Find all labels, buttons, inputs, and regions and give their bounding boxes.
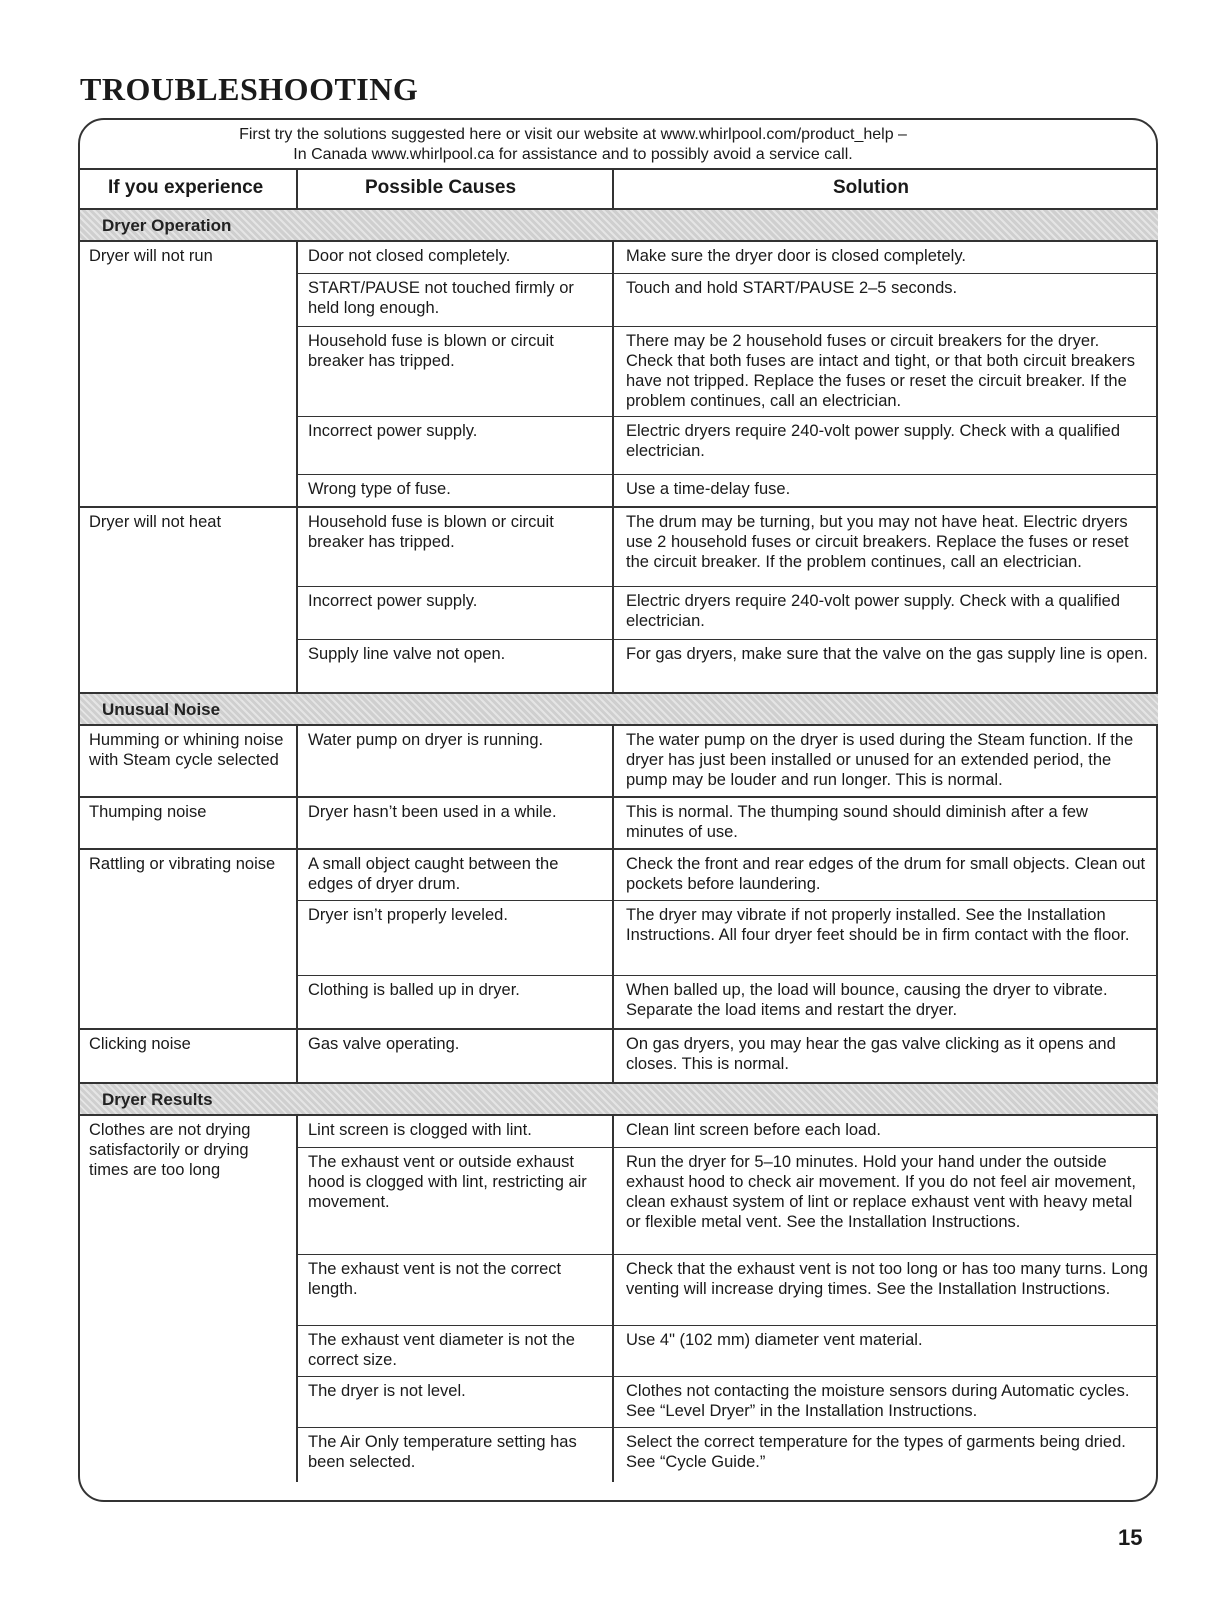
solution-cell: The dryer may vibrate if not properly installed. See the Installation Instructions. All four dryer feet should be in firm contact with the floor. bbox=[626, 906, 1130, 944]
solution-cell: Touch and hold START/PAUSE 2–5 seconds. bbox=[626, 279, 958, 297]
cause-cell: Wrong type of fuse. bbox=[298, 475, 614, 506]
experience-cell: Clothes are not drying satisfactorily or drying times are too long bbox=[80, 1116, 298, 1482]
table-row bbox=[298, 901, 1158, 976]
solution-cell: The water pump on the dryer is used during the Steam function. If the dryer has just been installed or unused for an extended period, the pump may be louder and run longer. This is normal. bbox=[626, 731, 1134, 789]
experience-cell: Humming or whining noise with Steam cycle selected bbox=[80, 726, 298, 796]
cause-cell: Water pump on dryer is running. bbox=[298, 726, 614, 796]
table-row bbox=[298, 1116, 1158, 1148]
cause-solution-rows bbox=[298, 726, 1158, 796]
section-band: Dryer Operation bbox=[80, 210, 1158, 242]
table-row bbox=[298, 327, 1158, 417]
cause-cell: Dryer isn’t properly leveled. bbox=[298, 901, 614, 975]
problem-group bbox=[80, 850, 1158, 1030]
cause-solution-rows bbox=[298, 798, 1158, 848]
cause-solution-rows bbox=[298, 508, 1158, 692]
cause-cell: Household fuse is blown or circuit breaker has tripped. bbox=[298, 508, 614, 586]
problem-group bbox=[80, 1116, 1158, 1482]
table-row bbox=[298, 850, 1158, 901]
solution-cell: Check the front and rear edges of the drum for small objects. Clean out pockets before laundering. bbox=[626, 855, 1146, 893]
cause-cell: Household fuse is blown or circuit breaker has tripped. bbox=[298, 327, 614, 416]
troubleshooting-table bbox=[80, 170, 1158, 1482]
solution-cell: There may be 2 household fuses or circuit breakers for the dryer. Check that both fuses are intact and tight, or that both circuit breakers have not tripped. Replace the fuses or reset the circuit breaker. If the problem continues, call an electrician. bbox=[626, 332, 1136, 410]
table-row bbox=[298, 1255, 1158, 1326]
solution-cell: The drum may be turning, but you may not have heat. Electric dryers use 2 household fuses or circuit breakers. Replace the fuses or reset the circuit breaker. If the problem continues, call an electrician. bbox=[626, 513, 1129, 571]
table-row bbox=[298, 417, 1158, 475]
solution-cell: Check that the exhaust vent is not too long or has too many turns. Long venting will increase drying times. See the Installation Instructions. bbox=[626, 1260, 1148, 1298]
intro-line-1: First try the solutions suggested here or visit our website at www.whirlpool.com/product_help – bbox=[239, 126, 907, 143]
cause-cell: Lint screen is clogged with lint. bbox=[298, 1116, 614, 1147]
table-row bbox=[298, 1030, 1158, 1082]
table-header bbox=[80, 170, 1158, 210]
cause-cell: Dryer hasn’t been used in a while. bbox=[298, 798, 614, 848]
solution-cell: Select the correct temperature for the types of garments being dried. See “Cycle Guide.” bbox=[626, 1433, 1126, 1471]
cause-cell: The exhaust vent diameter is not the correct size. bbox=[298, 1326, 614, 1376]
section-band: Dryer Results bbox=[80, 1084, 1158, 1116]
table-row bbox=[298, 242, 1158, 274]
solution-cell: On gas dryers, you may hear the gas valve clicking as it opens and closes. This is normal. bbox=[626, 1035, 1116, 1073]
cause-solution-rows bbox=[298, 1116, 1158, 1482]
page-title: TROUBLESHOOTING bbox=[80, 71, 419, 107]
problem-group bbox=[80, 1030, 1158, 1084]
solution-cell: Clothes not contacting the moisture sensors during Automatic cycles. See “Level Dryer” in the Installation Instructions. bbox=[626, 1382, 1130, 1420]
cause-cell: A small object caught between the edges of dryer drum. bbox=[298, 850, 614, 900]
intro-line-2: In Canada www.whirlpool.ca for assistance and to possibly avoid a service call. bbox=[293, 146, 853, 163]
solution-cell: Run the dryer for 5–10 minutes. Hold your hand under the outside exhaust hood to check air movement. If you do not feel air movement, clean exhaust system of lint or replace exhaust vent with heavy metal or flexible metal vent. See the Installation Instructions. bbox=[626, 1153, 1136, 1231]
solution-cell: For gas dryers, make sure that the valve on the gas supply line is open. bbox=[626, 645, 1148, 663]
solution-cell: This is normal. The thumping sound should diminish after a few minutes of use. bbox=[626, 803, 1088, 841]
page-number: 15 bbox=[1118, 1525, 1143, 1550]
cause-cell: The exhaust vent or outside exhaust hood is clogged with lint, restricting air movement. bbox=[298, 1148, 614, 1254]
intro-text bbox=[80, 122, 1156, 170]
experience-cell: Clicking noise bbox=[80, 1030, 298, 1082]
cause-solution-rows bbox=[298, 1030, 1158, 1082]
cause-solution-rows bbox=[298, 242, 1158, 506]
problem-group bbox=[80, 508, 1158, 694]
cause-cell: The Air Only temperature setting has been selected. bbox=[298, 1428, 614, 1482]
experience-cell: Thumping noise bbox=[80, 798, 298, 848]
experience-cell: Dryer will not heat bbox=[80, 508, 298, 692]
cause-cell: Incorrect power supply. bbox=[298, 417, 614, 474]
table-row bbox=[298, 587, 1158, 640]
table-row bbox=[298, 1148, 1158, 1255]
cause-cell: Door not closed completely. bbox=[298, 242, 614, 273]
section-band: Unusual Noise bbox=[80, 694, 1158, 726]
solution-cell: Make sure the dryer door is closed completely. bbox=[626, 247, 966, 265]
cause-cell: The exhaust vent is not the correct length. bbox=[298, 1255, 614, 1325]
header-solution: Solution bbox=[833, 177, 909, 198]
solution-cell: When balled up, the load will bounce, causing the dryer to vibrate. Separate the load items and restart the dryer. bbox=[626, 981, 1108, 1019]
problem-group bbox=[80, 798, 1158, 850]
solution-cell: Clean lint screen before each load. bbox=[626, 1121, 881, 1139]
problem-group bbox=[80, 726, 1158, 798]
table-row bbox=[298, 726, 1158, 796]
header-causes: Possible Causes bbox=[298, 170, 614, 208]
solution-cell: Use 4" (102 mm) diameter vent material. bbox=[626, 1331, 923, 1349]
cause-cell: Incorrect power supply. bbox=[298, 587, 614, 639]
table-row bbox=[298, 640, 1158, 692]
solution-cell: Use a time-delay fuse. bbox=[626, 480, 791, 498]
table-row bbox=[298, 475, 1158, 506]
cause-solution-rows bbox=[298, 850, 1158, 1028]
table-row bbox=[298, 508, 1158, 587]
problem-group bbox=[80, 242, 1158, 508]
cause-cell: Clothing is balled up in dryer. bbox=[298, 976, 614, 1028]
table-row bbox=[298, 976, 1158, 1028]
header-experience: If you experience bbox=[80, 170, 298, 208]
cause-cell: Supply line valve not open. bbox=[298, 640, 614, 692]
solution-cell: Electric dryers require 240-volt power supply. Check with a qualified electrician. bbox=[626, 592, 1121, 630]
cause-cell: START/PAUSE not touched firmly or held long enough. bbox=[298, 274, 614, 326]
experience-cell: Rattling or vibrating noise bbox=[80, 850, 298, 1028]
experience-cell: Dryer will not run bbox=[80, 242, 298, 506]
cause-cell: The dryer is not level. bbox=[298, 1377, 614, 1427]
table-row bbox=[298, 1377, 1158, 1428]
table-row bbox=[298, 274, 1158, 327]
table-row bbox=[298, 1428, 1158, 1482]
solution-cell: Electric dryers require 240-volt power supply. Check with a qualified electrician. bbox=[626, 422, 1121, 460]
table-row bbox=[298, 798, 1158, 848]
table-row bbox=[298, 1326, 1158, 1377]
cause-cell: Gas valve operating. bbox=[298, 1030, 614, 1082]
